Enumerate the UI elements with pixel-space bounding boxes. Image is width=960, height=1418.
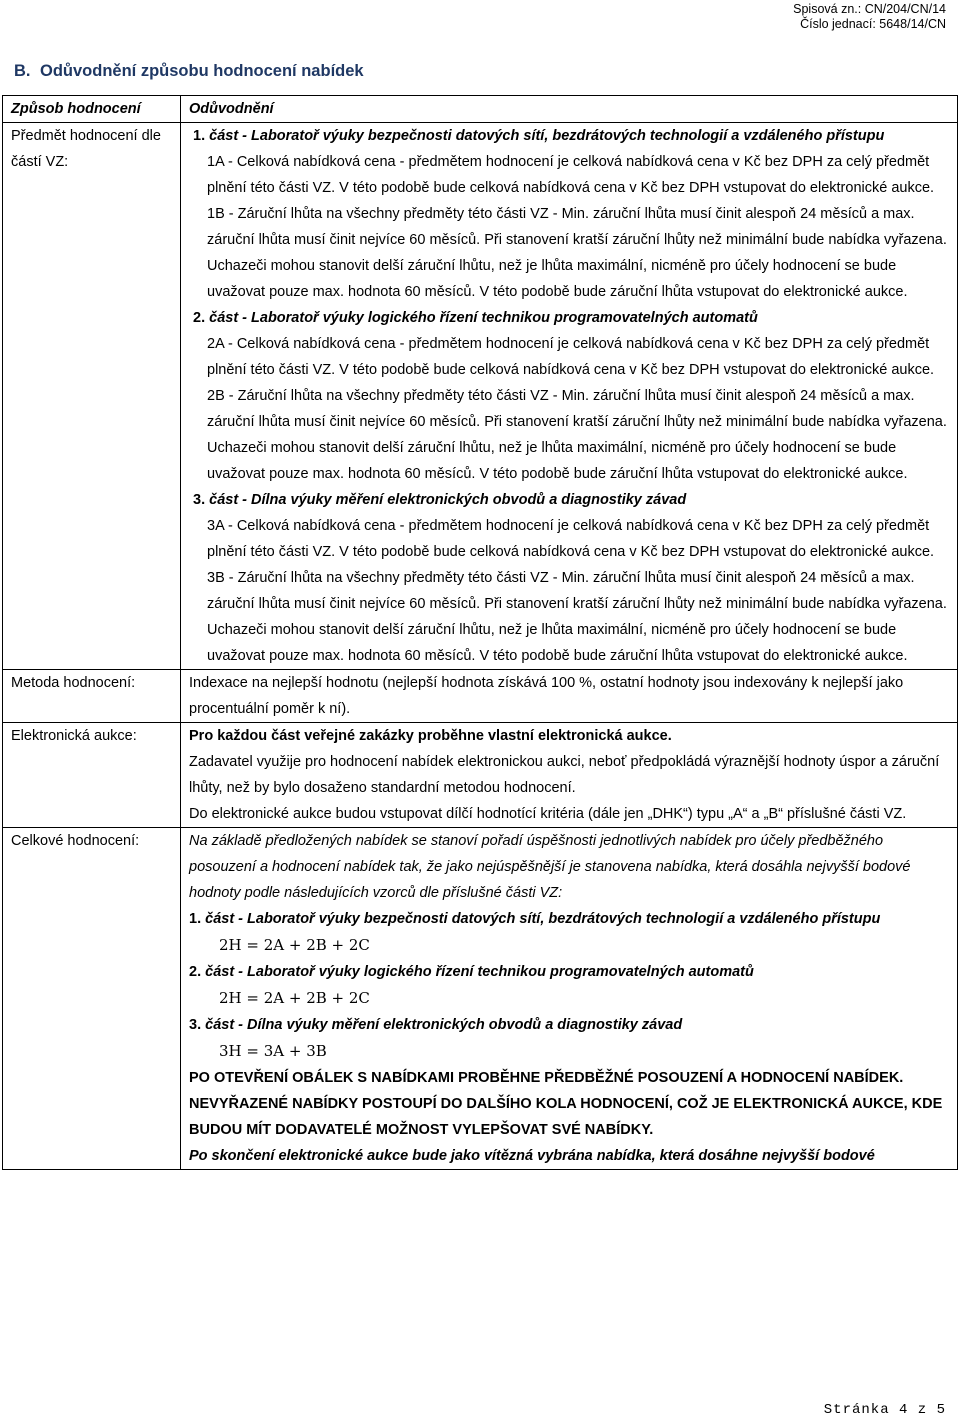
reference-number: Číslo jednací: 5648/14/CN	[800, 17, 946, 31]
table-header-row	[3, 96, 958, 123]
page-number: Stránka 4 z 5	[823, 1402, 946, 1418]
caps-notice: PO OTEVŘENÍ OBÁLEK S NABÍDKAMI PROBĚHNE PŘEDBĚŽNÉ POSOUZENÍ A HODNOCENÍ NABÍDEK. NEVYŘAZENÉ NABÍDKY POSTOUPÍ DO DALŠÍHO KOLA HODNOCENÍ, COŽ JE ELEKTRONICKÁ AUKCE, KDE BUDOU MÍT DODAVATELÉ MOŽNOST VYLEPŠOVAT SVÉ NABÍDKY.	[189, 1070, 943, 1138]
criterion-a: 1A - Celková nabídková cena - předmětem hodnocení je celková nabídková cena v Kč bez DPH za celý předmět plnění této části VZ. V této podobě bude celková nabídková cena v Kč bez DPH vstupovat do elektronické aukce.	[207, 154, 935, 196]
section-title-text: Odůvodnění způsobu hodnocení nabídek	[40, 62, 364, 80]
row-label-overall: Celkové hodnocení:	[3, 828, 181, 1170]
formula: 2H = 2A + 2B + 2C	[219, 936, 370, 954]
auction-bold-line: Pro každou část veřejné zakázky proběhne vlastní elektronická aukce.	[189, 728, 672, 744]
overall-intro: Na základě předložených nabídek se stanoví pořadí úspěšnosti jednotlivých nabídek pro účely předběžného posouzení a hodnocení nabídek tak, že jako nejúspěšnější je stanovena nabídka, která dosáhla nejvyšší bodové hodnoty podle následujících vzorců dle příslušné části VZ:	[189, 833, 911, 901]
table-row	[3, 828, 958, 1170]
closing-line: Po skončení elektronické aukce bude jako vítězná vybrána nabídka, která dosáhne nejvyšší bodové	[189, 1148, 875, 1164]
evaluation-table	[2, 95, 958, 1170]
table-row	[3, 670, 958, 723]
criterion-b: 3B - Záruční lhůta na všechny předměty této části VZ - Min. záruční lhůta musí činit alespoň 24 měsíců a max. záruční lhůta musí činit nejvíce 60 měsíců. Při stanovení kratší záruční lhůty než minimální bude nabídka vyřazena. Uchazeči mohou stanovit delší záruční lhůtu, než je lhůta maximální, nicméně pro účely hodnocení se bude uvažovat pouze max. hodnota 60 měsíců. V této podobě bude záruční lhůta vstupovat do elektronické aukce.	[207, 570, 947, 664]
formula-block	[189, 1012, 951, 1065]
part-block	[189, 123, 951, 305]
file-number: Spisová zn.: CN/204/CN/14	[793, 2, 946, 16]
row-label-method: Metoda hodnocení:	[3, 670, 181, 723]
formula-block	[189, 906, 951, 959]
formula-part-title: 2. část - Laboratoř výuky logického řízení technikou programovatelných automatů	[189, 964, 754, 980]
auction-content	[181, 723, 958, 828]
section-number: B.	[14, 62, 31, 80]
row-label-subject: Předmět hodnocení dle částí VZ:	[3, 123, 181, 670]
section-title	[14, 62, 364, 81]
criterion-a: 2A - Celková nabídková cena - předmětem hodnocení je celková nabídková cena v Kč bez DPH za celý předmět plnění této části VZ. V této podobě bude celková nabídková cena v Kč bez DPH vstupovat do elektronické aukce.	[207, 336, 935, 378]
criterion-b: 2B - Záruční lhůta na všechny předměty této části VZ - Min. záruční lhůta musí činit alespoň 24 měsíců a max. záruční lhůta musí činit nejvíce 60 měsíců. Při stanovení kratší záruční lhůty než minimální bude nabídka vyřazena. Uchazeči mohou stanovit delší záruční lhůtu, než je lhůta maximální, nicméně pro účely hodnocení se bude uvažovat pouze max. hodnota 60 měsíců. V této podobě bude záruční lhůta vstupovat do elektronické aukce.	[207, 388, 947, 482]
criterion-b: 1B - Záruční lhůta na všechny předměty této části VZ - Min. záruční lhůta musí činit alespoň 24 měsíců a max. záruční lhůta musí činit nejvíce 60 měsíců. Při stanovení kratší záruční lhůty než minimální bude nabídka vyřazena. Uchazeči mohou stanovit delší záruční lhůtu, než je lhůta maximální, nicméně pro účely hodnocení se bude uvažovat pouze max. hodnota 60 měsíců. V této podobě bude záruční lhůta vstupovat do elektronické aukce.	[207, 206, 947, 300]
criterion-a: 3A - Celková nabídková cena - předmětem hodnocení je celková nabídková cena v Kč bez DPH za celý předmět plnění této části VZ. V této podobě bude celková nabídková cena v Kč bez DPH vstupovat do elektronické aukce.	[207, 518, 935, 560]
formula: 2H = 2A + 2B + 2C	[219, 989, 370, 1007]
method-text: Indexace na nejlepší hodnotu (nejlepší hodnota získává 100 %, ostatní hodnoty jsou indexovány k nejlepší jako procentuální poměr k ní).	[181, 670, 958, 723]
overall-content	[181, 828, 958, 1170]
subject-content	[181, 123, 958, 670]
col-header-method: Způsob hodnocení	[3, 96, 181, 123]
col-header-justification: Odůvodnění	[181, 96, 958, 123]
page-header	[793, 2, 946, 32]
part-title: 1. část - Laboratoř výuky bezpečnosti datových sítí, bezdrátových technologií a vzdáleného přístupu	[193, 128, 885, 144]
auction-paragraph: Do elektronické aukce budou vstupovat dílčí hodnotící kritéria (dále jen „DHK“) typu „A“ a „B“ příslušné části VZ.	[189, 806, 907, 822]
table-row	[3, 723, 958, 828]
part-title: 2. část - Laboratoř výuky logického řízení technikou programovatelných automatů	[193, 310, 758, 326]
part-block	[189, 487, 951, 669]
auction-paragraph: Zadavatel využije pro hodnocení nabídek elektronickou aukci, neboť předpokládá výraznější hodnoty úspor a záruční lhůty, než by bylo dosaženo standardní metodou hodnocení.	[189, 754, 940, 796]
table-row	[3, 123, 958, 670]
formula-block	[189, 959, 951, 1012]
part-block	[189, 305, 951, 487]
formula-part-title: 3. část - Dílna výuky měření elektronických obvodů a diagnostiky závad	[189, 1017, 683, 1033]
formula: 3H = 3A + 3B	[219, 1042, 327, 1060]
formula-part-title: 1. část - Laboratoř výuky bezpečnosti datových sítí, bezdrátových technologií a vzdáleného přístupu	[189, 911, 881, 927]
row-label-auction: Elektronická aukce:	[3, 723, 181, 828]
part-title: 3. část - Dílna výuky měření elektronických obvodů a diagnostiky závad	[193, 492, 687, 508]
